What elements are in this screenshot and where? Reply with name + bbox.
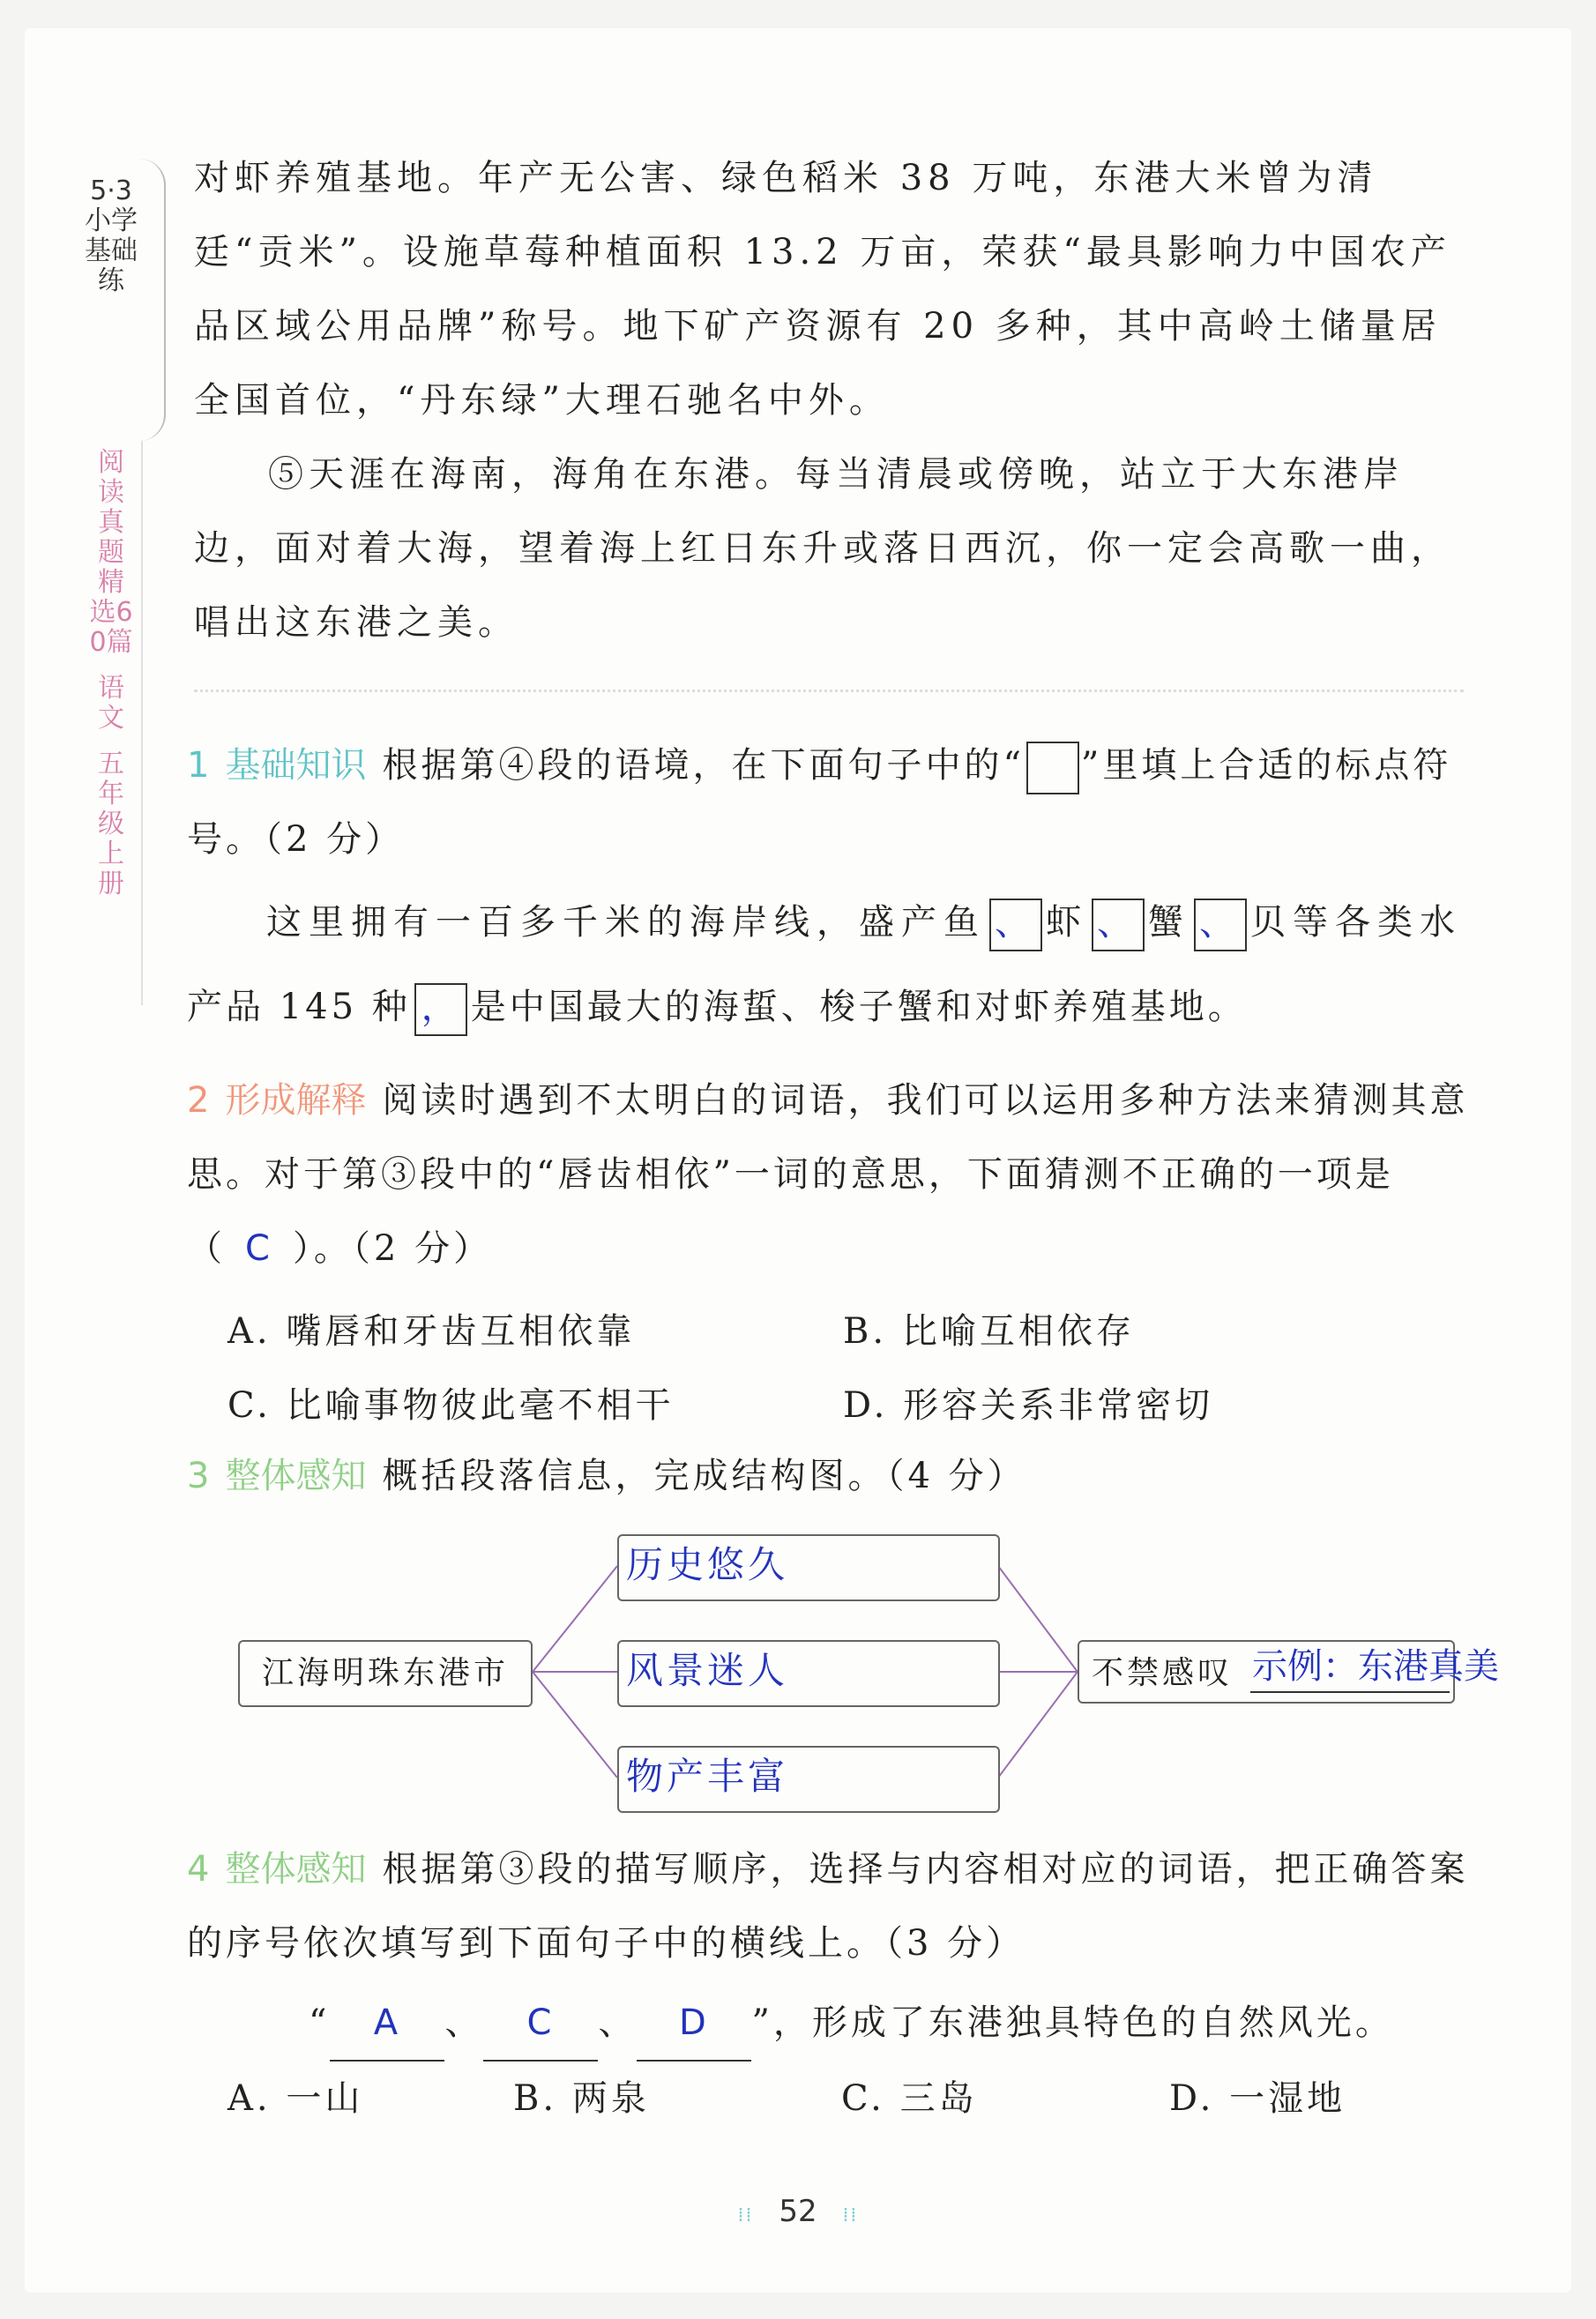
q4-blank-2[interactable]: C bbox=[483, 1986, 598, 2062]
diagram-branch-2[interactable] bbox=[617, 1640, 1000, 1707]
question-1-number: 1 bbox=[187, 745, 213, 786]
q1-answer-box-2[interactable]: 、 bbox=[1092, 899, 1145, 951]
q4-sep-1: 、 bbox=[444, 2002, 484, 2043]
q4-blank-3[interactable]: D bbox=[637, 1986, 751, 2062]
question-2-answer[interactable]: C bbox=[245, 1228, 273, 1269]
question-2-tag: 形成解释 bbox=[225, 1080, 367, 1121]
diagram-left-box: 江海明珠东港市 bbox=[238, 1640, 533, 1707]
question-3-tag: 整体感知 bbox=[225, 1456, 367, 1496]
question-4-number: 4 bbox=[187, 1849, 213, 1890]
question-3-number: 3 bbox=[187, 1456, 213, 1496]
diagram-branch-2-answer: 风景迷人 bbox=[626, 1649, 789, 1692]
page-number-value: 52 bbox=[779, 2194, 817, 2229]
diagram-right-answer: 示例：东港真美 bbox=[1252, 1646, 1499, 1687]
q4-option-a[interactable]: A. 一山 bbox=[227, 2078, 364, 2119]
diagram-branch-1-answer: 历史悠久 bbox=[626, 1543, 789, 1586]
q4-option-d[interactable]: D. 一湿地 bbox=[1169, 2078, 1346, 2119]
question-1-stem-a: 根据第④段的语境，在下面句子中的“ bbox=[382, 745, 1025, 786]
q4-blank-1[interactable]: A bbox=[330, 1986, 444, 2062]
question-2-stem: 阅读时遇到不太明白的词语，我们可以运用多种方法来猜测其意思。对于第③段中的“唇齿相依”一词的意思，下面猜测不正确的一项是（ bbox=[187, 1080, 1469, 1269]
q4-option-c[interactable]: C. 三岛 bbox=[841, 2078, 978, 2119]
page-number-right-dots-icon: ⁞⁞ bbox=[842, 2204, 859, 2226]
q1-sentence-e: 产品 145 种 bbox=[187, 987, 411, 1027]
q4-tail: ”，形成了东港独具特色的自然风光。 bbox=[751, 2002, 1394, 2043]
question-3-stem: 概括段落信息，完成结构图。（4 分） bbox=[382, 1456, 1026, 1496]
question-1-stem-b: ”里填上合适的标点符号。（2 分） bbox=[187, 745, 1452, 860]
diagram-branch-3[interactable] bbox=[617, 1746, 1000, 1813]
diagram-right-label: 不禁感叹 bbox=[1092, 1655, 1234, 1691]
q2-option-a[interactable]: A. 嘴唇和牙齿互相依靠 bbox=[227, 1311, 636, 1352]
passage-paragraph-5: ⑤天涯在海南，海角在东港。每当清晨或傍晚，站立于大东港岸边，面对着大海，望着海上红日东升或落日西沉，你一定会高歌一曲，唱出这东港之美。 bbox=[194, 454, 1451, 643]
q1-sentence-a: 这里拥有一百多千米的海岸线，盛产鱼 bbox=[266, 902, 986, 943]
question-2-number: 2 bbox=[187, 1080, 213, 1121]
diagram-branch-3-answer: 物产丰富 bbox=[626, 1755, 789, 1798]
q2-option-b[interactable]: B. 比喻互相依存 bbox=[843, 1311, 1135, 1352]
q1-sentence-d: 贝等各类水 bbox=[1250, 902, 1462, 943]
q4-sentence bbox=[309, 1986, 1394, 2062]
margin-series-title: 阅读真题精选60篇 bbox=[89, 447, 133, 658]
q2-option-d[interactable]: D. 形容关系非常密切 bbox=[843, 1385, 1214, 1426]
question-1-tag: 基础知识 bbox=[225, 745, 367, 786]
q1-sentence-c: 蟹 bbox=[1148, 902, 1190, 943]
diagram-branch-1[interactable] bbox=[617, 1534, 1000, 1601]
margin-subject: 语文 bbox=[98, 673, 124, 734]
q4-open-quote: “ bbox=[309, 2002, 331, 2043]
q1-sentence-f: 是中国最大的海蜇、梭子蟹和对虾养殖基地。 bbox=[470, 987, 1247, 1027]
q4-sep-2: 、 bbox=[598, 2002, 638, 2043]
question-4-tag: 整体感知 bbox=[225, 1849, 367, 1890]
q1-answer-box-1[interactable]: 、 bbox=[989, 899, 1042, 951]
margin-grade: 五年级上册 bbox=[98, 749, 124, 899]
question-2-stem-end: ）。（2 分） bbox=[292, 1228, 493, 1269]
q1-sentence-b: 虾 bbox=[1046, 902, 1088, 943]
question-4-stem: 根据第③段的描写顺序，选择与内容相对应的词语，把正确答案的序号依次填写到下面句子中的横线上。（3 分） bbox=[187, 1849, 1469, 1964]
margin-book-title: 5·3小学基础练 bbox=[85, 175, 138, 296]
passage-paragraph-4-tail: 对虾养殖基地。年产无公害、绿色稻米 38 万吨，东港大米曾为清廷“贡米”。设施草莓种植面积 13.2 万亩，荣获“最具影响力中国农产品区域公用品牌”称号。地下矿产资源有 20 多种，其中高岭土储量居全国首位，“丹东绿”大理石驰名中外。 bbox=[194, 158, 1451, 421]
page-number-left-dots-icon: ⁞⁞ bbox=[737, 2204, 754, 2226]
question-4 bbox=[187, 1832, 1474, 1980]
page-number bbox=[0, 2194, 1596, 2229]
q2-option-c[interactable]: C. 比喻事物彼此毫不相干 bbox=[227, 1385, 675, 1426]
q4-option-b[interactable]: B. 两泉 bbox=[513, 2078, 650, 2119]
q1-answer-box-4[interactable]: ， bbox=[414, 983, 467, 1036]
q1-answer-box-3[interactable]: 、 bbox=[1194, 899, 1247, 951]
